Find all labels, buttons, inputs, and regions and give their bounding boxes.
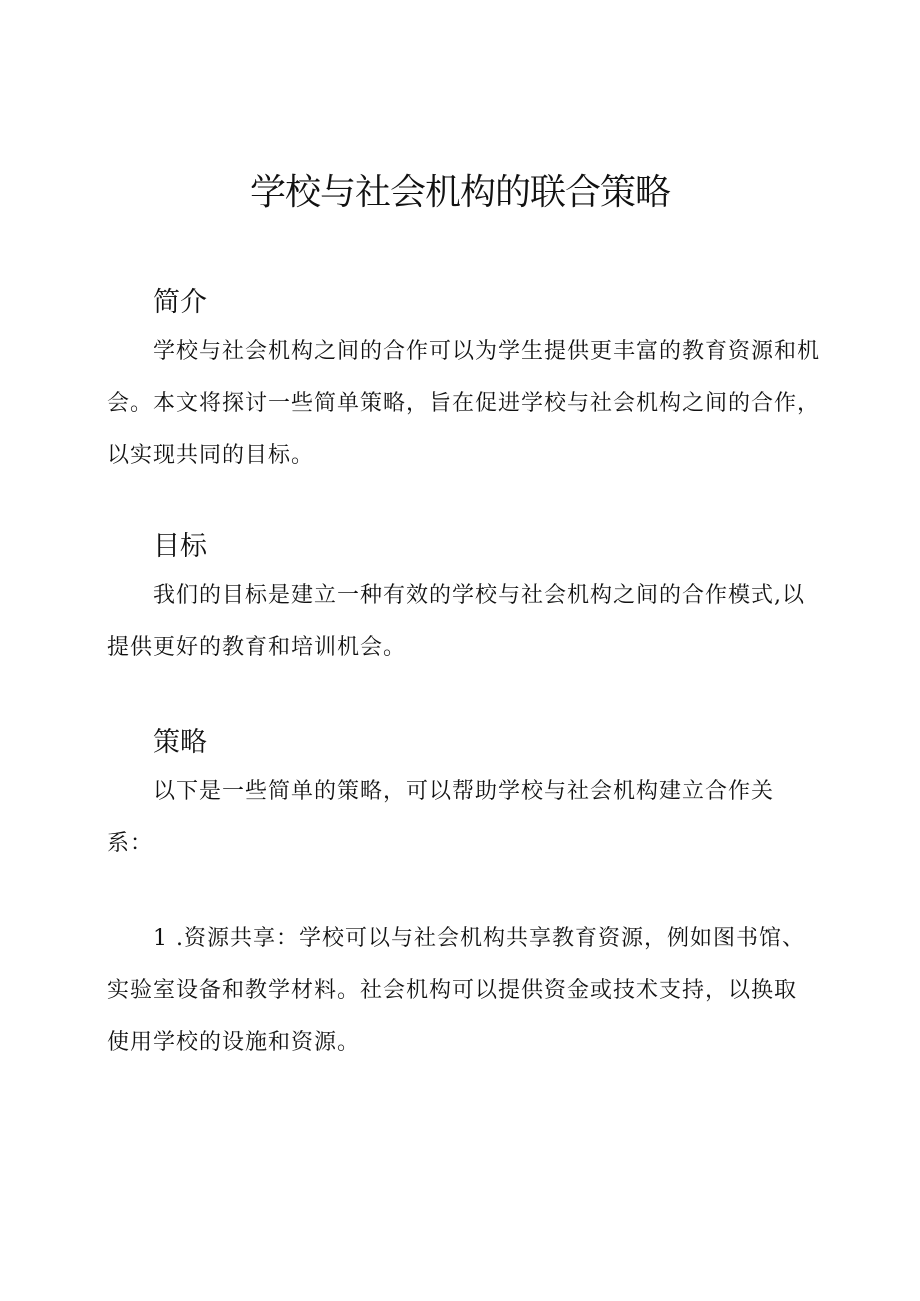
intro-paragraph: 学校与社会机构之间的合作可以为学生提供更丰富的教育资源和机会。本文将探讨一些简单策略，旨在促进学校与社会机构之间的合作，以实现共同的目标。 (107, 339, 821, 468)
strategy-paragraph: 以下是一些简单的策略，可以帮助学校与社会机构建立合作关系： (107, 779, 775, 856)
section-heading-strategy: 策略 (153, 727, 207, 758)
section-heading-goal: 目标 (153, 531, 207, 562)
strategy-list-item: 1 .资源共享：学校可以与社会机构共享教育资源，例如图书馆、实验室设备和教学材料。社会机构可以提供资金或技术支持，以换取使用学校的设施和资源。 (107, 926, 805, 1055)
page-title: 学校与社会机构的联合策略 (249, 172, 670, 213)
section-heading-intro: 简介 (153, 287, 207, 318)
goal-paragraph: 我们的目标是建立一种有效的学校与社会机构之间的合作模式,以提供更好的教育和培训机会。 (107, 583, 805, 660)
